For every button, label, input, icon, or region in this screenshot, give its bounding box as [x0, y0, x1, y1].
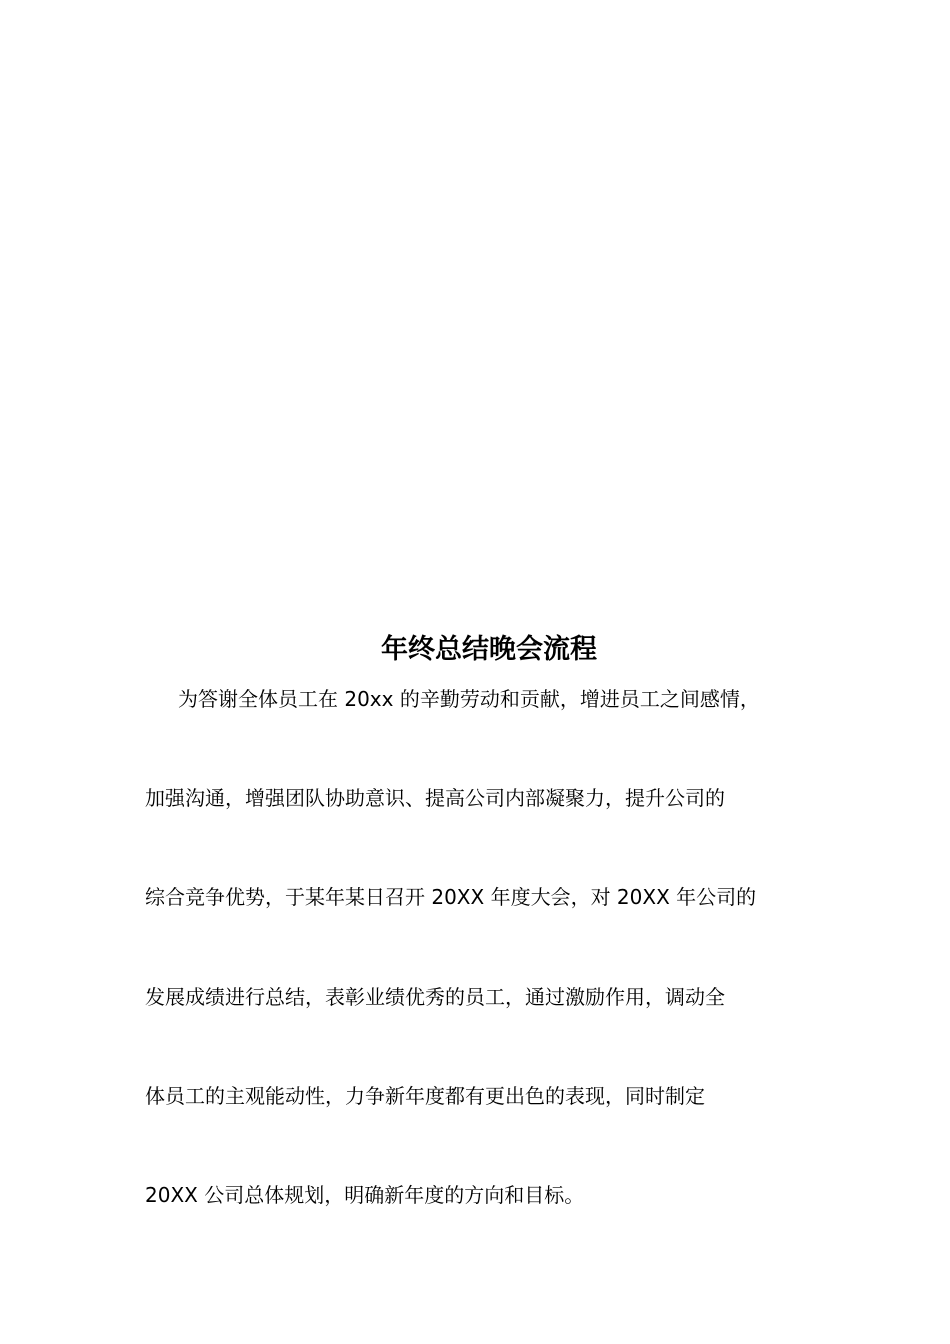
paragraph-line: 加强沟通，增强团队协助意识、提高公司内部凝聚力，提升公司的 [145, 786, 725, 810]
paragraph-line: 体员工的主观能动性，力争新年度都有更出色的表现，同时制定 [145, 1084, 705, 1108]
paragraph-line: 综合竞争优势，于某年某日召开 20XX 年度大会，对 20XX 年公司的 [145, 885, 757, 909]
paragraph-line: 发展成绩进行总结，表彰业绩优秀的员工，通过激励作用，调动全 [145, 985, 725, 1009]
paragraph-line: 为答谢全体员工在 20xx 的辛勤劳动和贡献，增进员工之间感情， [178, 687, 760, 711]
document-title: 年终总结晚会流程 [381, 634, 597, 665]
paragraph-line: 20XX 公司总体规划，明确新年度的方向和目标。 [145, 1183, 585, 1207]
